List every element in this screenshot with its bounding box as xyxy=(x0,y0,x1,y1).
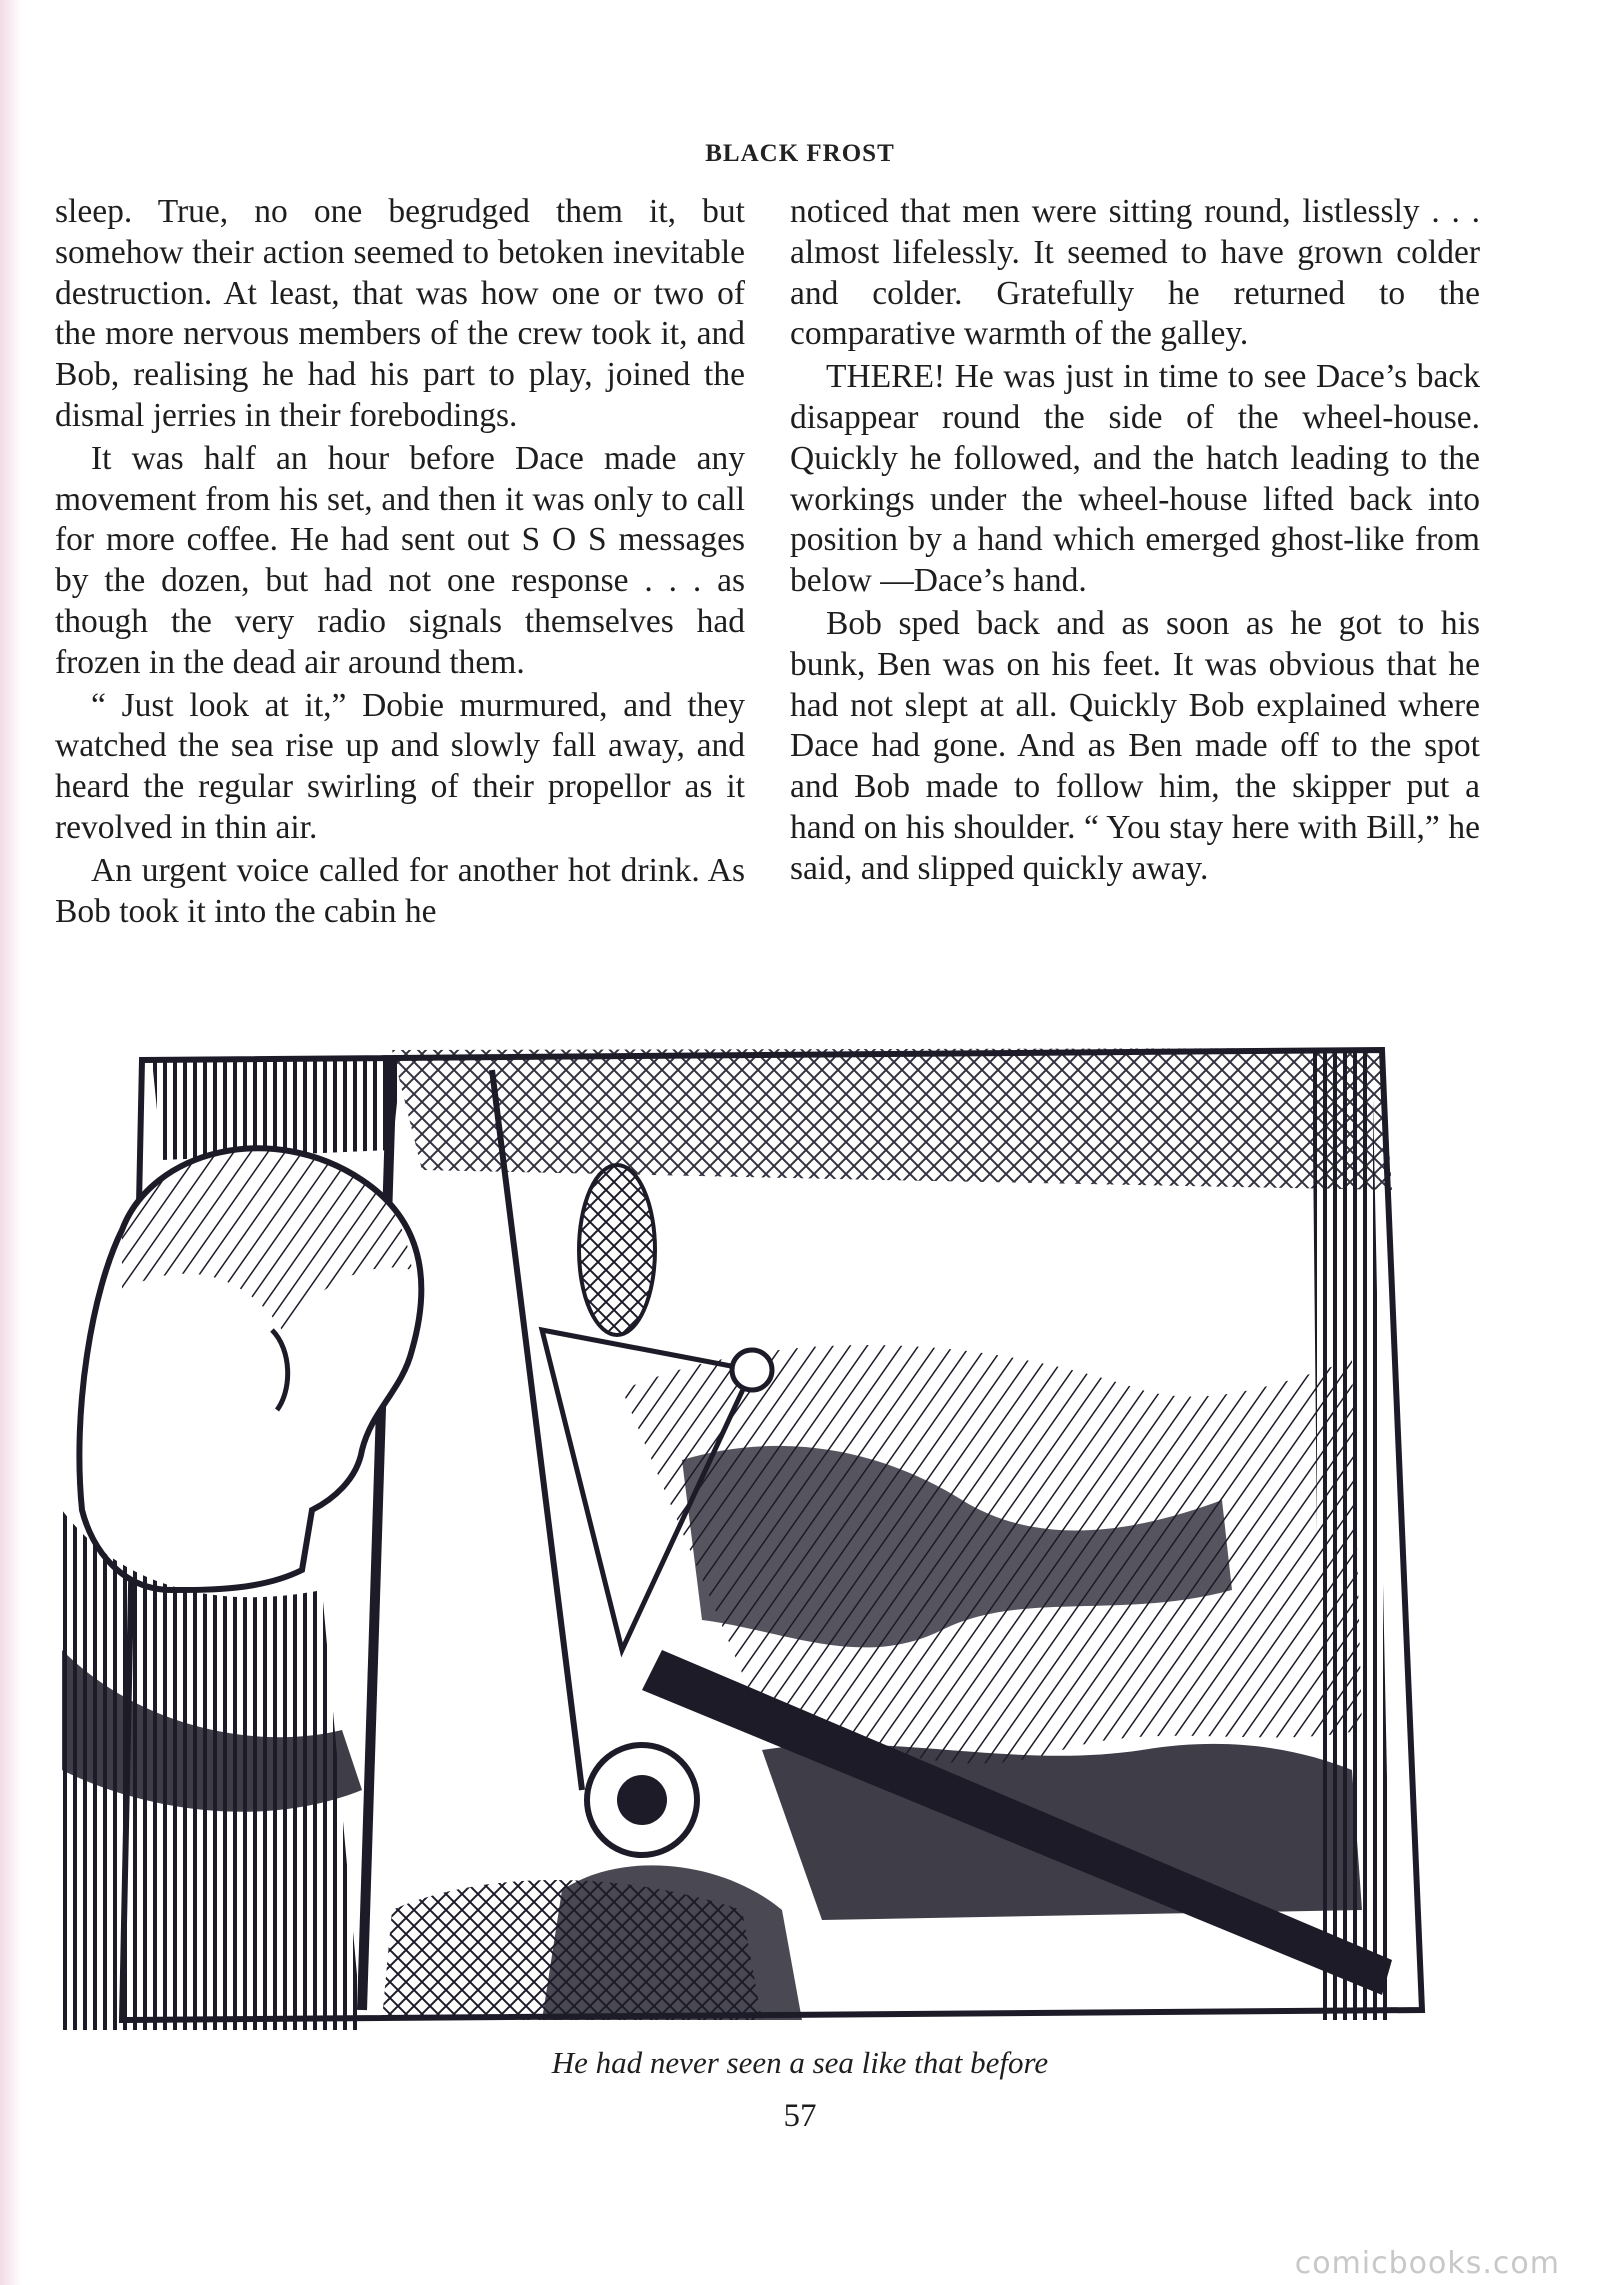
paragraph: “ Just look at it,” Dobie murmured, and they watched the sea rise up and slowly fall away, and heard the regular swirling of their propellor as it revolved in thin air. xyxy=(55,686,745,846)
sea-illustration xyxy=(62,1030,1452,2030)
illustration xyxy=(62,1030,1452,2030)
paragraph: It was half an hour before Dace made any movement from his set, and then it was only to call for more coffee. He had sent out S O S messages by the dozen, but had not one response . . . as though the very radio signals themselves had frozen in the dead air around them. xyxy=(55,439,745,681)
paragraph: Bob sped back and as soon as he got to his bunk, Ben was on his feet. It was obvious that he had not slept at all. Quickly Bob explained where Dace had gone. And as Ben made off to the spot and Bob made to follow him, the skipper put a hand on his shoulder. “ You stay here with Bill,” he said, and slipped quickly away. xyxy=(790,604,1480,887)
text-column-right xyxy=(790,192,1480,892)
paragraph: An urgent voice called for another hot drink. As Bob took it into the cabin he xyxy=(55,851,745,930)
page-number: 57 xyxy=(783,2098,817,2134)
illustration-caption: He had never seen a sea like that before xyxy=(551,2045,1049,2080)
text-column-left xyxy=(55,192,745,934)
watermark: comicbooks.com xyxy=(1294,2246,1560,2281)
paragraph: noticed that men were sitting round, listlessly . . . almost lifelessly. It seemed to have grown colder and colder. Gratefully he returned to the comparative warmth of the galley. xyxy=(790,193,1480,353)
paragraph: THERE! He was just in time to see Dace’s back disappear round the side of the wheel-house. Quickly he followed, and the hatch leading to the workings under the wheel-house lifted back into position by a hand which emerged ghost-like from below —Dace’s hand. xyxy=(790,358,1480,600)
paragraph: sleep. True, no one begrudged them it, but somehow their action seemed to betoken inevitable destruction. At least, that was how one or two of the more nervous members of the crew took it, and Bob, realising he had his part to play, joined the dismal jerries in their forebodings. xyxy=(55,193,745,434)
page-edge xyxy=(0,0,22,2285)
running-title: BLACK FROST xyxy=(705,140,895,167)
